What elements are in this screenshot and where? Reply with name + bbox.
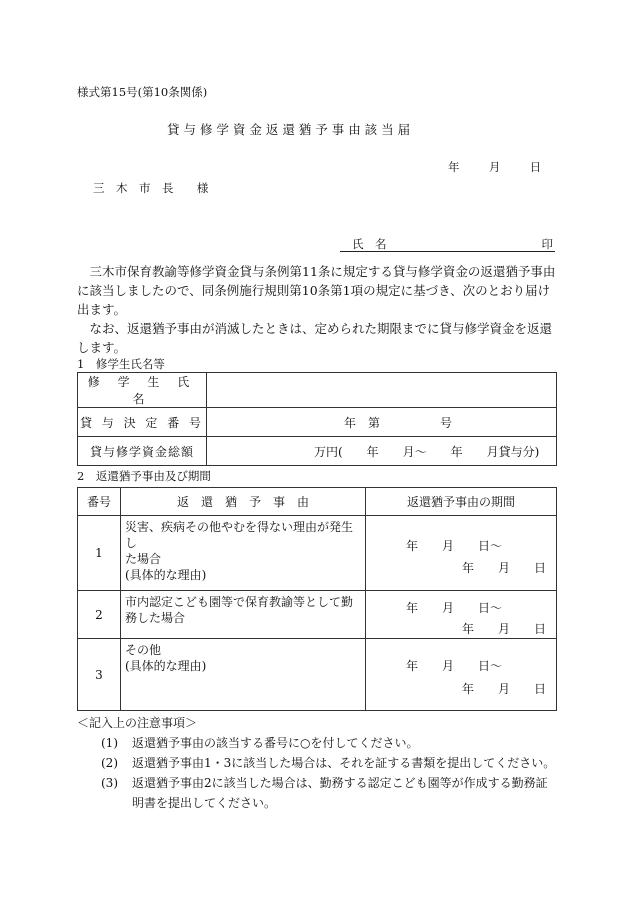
addressee-honorific: 様 bbox=[196, 181, 209, 195]
reason-line: 市内認定こども園等で保育教諭等として勤 bbox=[125, 595, 354, 609]
date-day: 日 bbox=[529, 160, 542, 174]
reason-line: た場合 bbox=[125, 552, 162, 566]
reason-line: その他 bbox=[125, 643, 162, 657]
table-row bbox=[78, 591, 557, 639]
addressee-name: 三 木 市 長 bbox=[93, 181, 174, 195]
table-row bbox=[78, 408, 557, 437]
decision-number-field[interactable]: 年 第 号 bbox=[207, 408, 557, 437]
table-row bbox=[78, 516, 557, 591]
body-paragraph-1: 三木市保育教諭等修学資金貸与条例第11条に規定する貸与修学資金の返還猶予事由に該当しましたので、同条例施行規則第10条第1項の規定に基づき、次のとおり届け出ます。 bbox=[77, 264, 556, 317]
period-end: 年 月 日 bbox=[462, 561, 547, 575]
row-number: 1 bbox=[78, 516, 121, 591]
total-amount-label: 貸与修学資金総額 bbox=[78, 437, 207, 466]
applicant-signature-line bbox=[340, 236, 555, 252]
table-row bbox=[78, 437, 557, 466]
body-text bbox=[77, 262, 559, 357]
header-period: 返還猶予事由の期間 bbox=[366, 488, 557, 516]
table-row bbox=[78, 373, 557, 408]
note-number: (3) bbox=[101, 776, 118, 790]
section2-heading: 2 返還猶予事由及び期間 bbox=[77, 469, 211, 483]
period-cell[interactable] bbox=[366, 591, 557, 639]
student-name-label: 修 学 生 氏 名 bbox=[78, 373, 207, 408]
period-cell[interactable] bbox=[366, 516, 557, 591]
addressee bbox=[93, 180, 208, 196]
note-number: (1) bbox=[101, 736, 118, 750]
reason-line: 災害、疾病その他やむを得ない理由が発生し bbox=[125, 520, 354, 550]
applicant-name-label: 氏 名 bbox=[352, 237, 387, 251]
date-month: 月 bbox=[488, 160, 501, 174]
row-number: 2 bbox=[78, 591, 121, 639]
document-title: 貸 与 修 学 資 金 返 還 猶 予 事 由 該 当 届 bbox=[167, 122, 411, 137]
period-end: 年 月 日 bbox=[462, 622, 547, 636]
body-paragraph-2: なお、返還猶予事由が消滅したときは、定められた期限までに貸与修学資金を返還します。 bbox=[77, 321, 553, 355]
seal-mark: 印 bbox=[541, 237, 553, 251]
form-number: 様式第15号(第10条関係) bbox=[77, 85, 208, 99]
reason-line: (具体的な理由) bbox=[125, 659, 207, 673]
header-reason: 返 還 猶 予 事 由 bbox=[121, 488, 366, 516]
deferral-reasons-table bbox=[77, 487, 557, 711]
reason-line: (具体的な理由) bbox=[125, 568, 207, 582]
note-text: 返還猶予事由2に該当した場合は、勤務する認定こども園等が作成する勤務証明書を提出してください。 bbox=[132, 776, 548, 810]
table-row bbox=[78, 639, 557, 711]
decision-number-label: 貸 与 決 定 番 号 bbox=[78, 408, 207, 437]
notes-section bbox=[77, 713, 559, 813]
header-number: 番号 bbox=[78, 488, 121, 516]
period-start: 年 月 日〜 bbox=[406, 601, 503, 615]
note-number: (2) bbox=[101, 756, 118, 770]
reason-cell[interactable] bbox=[121, 516, 366, 591]
period-start: 年 月 日〜 bbox=[406, 539, 503, 553]
note-text: 返還猶予事由1・3に該当した場合は、それを証する書類を提出してください。 bbox=[132, 756, 556, 770]
date-year: 年 bbox=[448, 160, 460, 174]
note-item bbox=[77, 733, 559, 753]
period-end: 年 月 日 bbox=[462, 682, 547, 696]
note-text: 返還猶予事由の該当する番号に○を付してください。 bbox=[132, 736, 419, 750]
note-item bbox=[77, 753, 559, 773]
reason-cell[interactable] bbox=[121, 639, 366, 711]
period-start: 年 月 日〜 bbox=[406, 659, 503, 673]
section1-heading: 1 修学生氏名等 bbox=[77, 357, 165, 371]
total-amount-field[interactable]: 万円( 年 月〜 年 月貸与分) bbox=[207, 437, 557, 466]
student-name-field[interactable] bbox=[207, 373, 557, 408]
student-info-table bbox=[77, 372, 557, 466]
note-item bbox=[77, 773, 559, 813]
date-line bbox=[448, 159, 541, 175]
period-cell[interactable] bbox=[366, 639, 557, 711]
table-header-row bbox=[78, 488, 557, 516]
reason-line: 務した場合 bbox=[125, 611, 186, 625]
reason-cell[interactable] bbox=[121, 591, 366, 639]
notes-heading: ＜記入上の注意事項＞ bbox=[77, 716, 198, 730]
row-number: 3 bbox=[78, 639, 121, 711]
